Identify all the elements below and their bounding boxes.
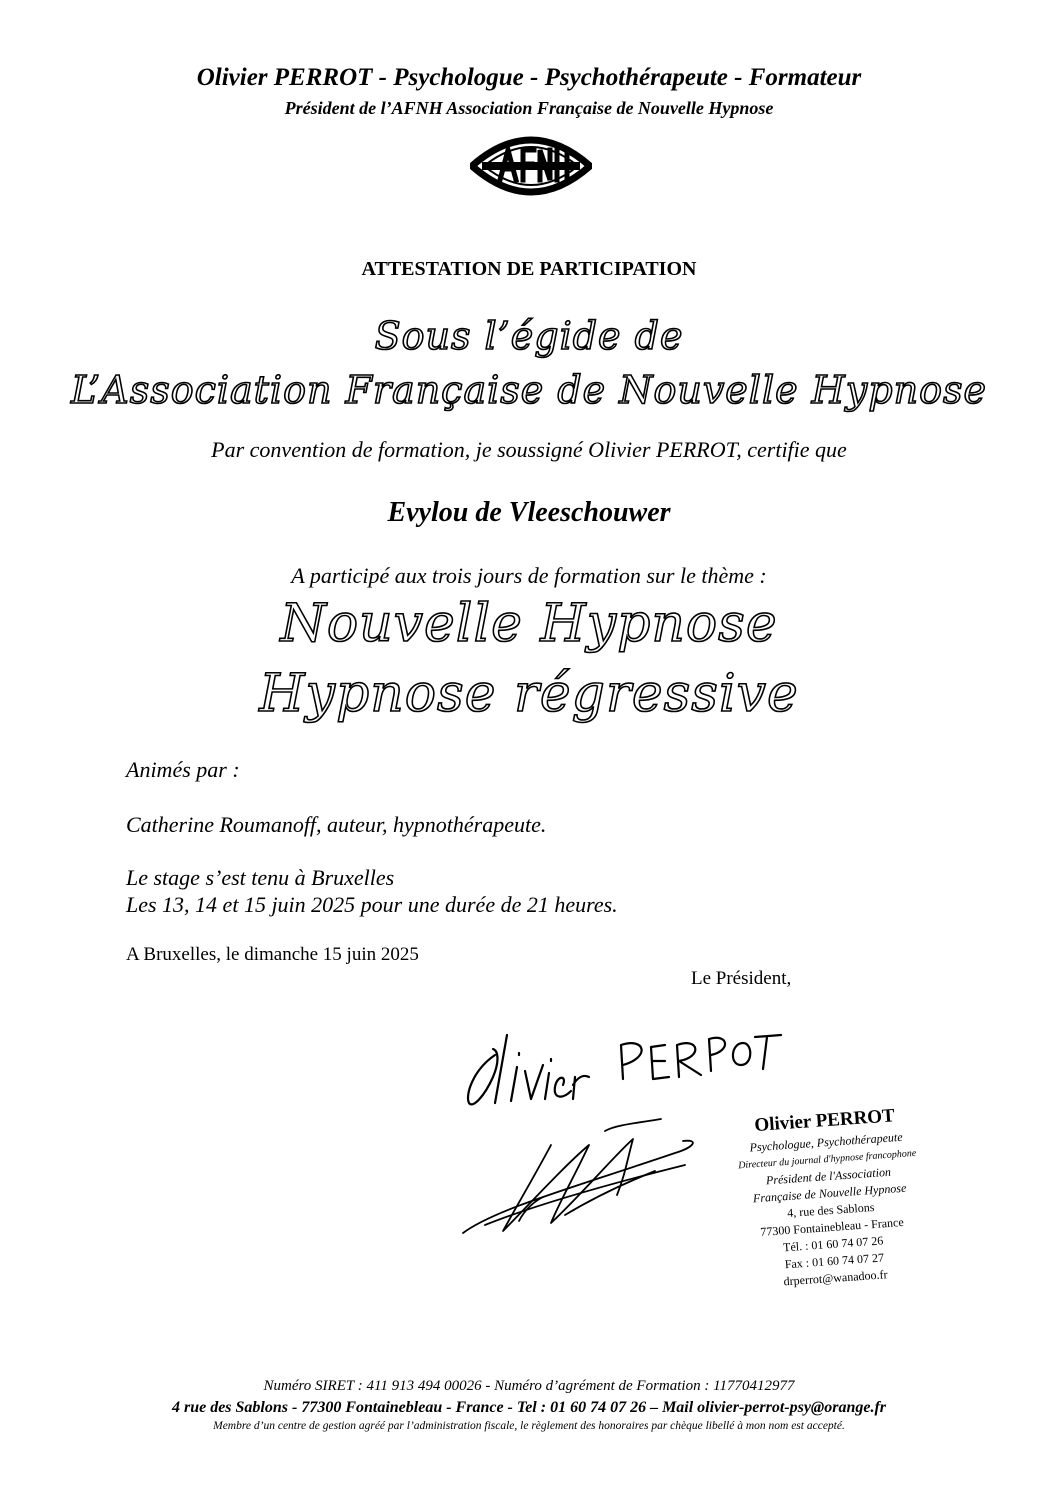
signature-scribble bbox=[455, 1105, 715, 1250]
theme-line-1: Nouvelle Hypnose bbox=[280, 594, 778, 654]
place-and-date: A Bruxelles, le dimanche 15 juin 2025 bbox=[126, 944, 419, 965]
signatory-title: Le Président, bbox=[691, 968, 792, 989]
footer-disclaimer: Membre d’un centre de gestion agréé par l’administration fiscale, le règlement des honoraires par chèque libellé à mon nom est accepté. bbox=[213, 1420, 845, 1432]
participant-name: Evylou de Vleeschouwer bbox=[387, 497, 671, 528]
document-title: ATTESTATION DE PARTICIPATION bbox=[361, 258, 697, 280]
header-title: Olivier PERROT - Psychologue - Psychothérapeute - Formateur bbox=[196, 64, 862, 91]
footer-address: 4 rue des Sablons - 77300 Fontainebleau - France - Tel : 01 60 74 07 26 – Mail olivier-perrot-psy@orange.fr bbox=[171, 1399, 887, 1416]
stamp-name: Olivier PERROT bbox=[753, 1105, 896, 1137]
stamp-line: Fax : 01 60 74 07 27 bbox=[784, 1250, 885, 1272]
participation-statement: A participé aux trois jours de formation sur le thème : bbox=[291, 563, 767, 588]
stamp-line: Tél. : 01 60 74 07 26 bbox=[782, 1233, 884, 1255]
header-subtitle: Président de l’AFNH Association Française de Nouvelle Hypnose bbox=[284, 98, 774, 118]
theme-line-2: Hypnose régressive bbox=[259, 664, 799, 724]
stage-location: Le stage s’est tenu à Bruxelles bbox=[126, 865, 395, 890]
stage-dates: Les 13, 14 et 15 juin 2025 pour une durée de 21 heures. bbox=[126, 892, 618, 917]
footer-siret: Numéro SIRET : 411 913 494 00026 - Numéro d’agrément de Formation : 11770412977 bbox=[263, 1378, 795, 1394]
led-by-label: Animés par : bbox=[126, 757, 240, 782]
address-stamp bbox=[719, 1103, 941, 1294]
aegis-line-1: Sous l’égide de bbox=[374, 314, 684, 358]
stamp-line: Directeur du journal d'hypnose francophone bbox=[737, 1147, 917, 1172]
stamp-line: Président de l'Association bbox=[765, 1164, 892, 1188]
stamp-line: 77300 Fontainebleau - France bbox=[759, 1214, 905, 1239]
certification-intro: Par convention de formation, je soussigné Olivier PERROT, certifie que bbox=[211, 437, 847, 462]
stamp-line: Psychologue, Psychothérapeute bbox=[749, 1129, 904, 1155]
afnh-logo bbox=[470, 128, 592, 204]
stamp-line: 4, rue des Sablons bbox=[786, 1199, 875, 1221]
stamp-line: drperrot@wanadoo.fr bbox=[783, 1267, 888, 1289]
trainer-line: Catherine Roumanoff, auteur, hypnothérapeute. bbox=[126, 812, 547, 837]
aegis-line-2: L’Association Française de Nouvelle Hypnose bbox=[71, 368, 987, 412]
stamp-line: Française de Nouvelle Hypnose bbox=[752, 1180, 907, 1206]
